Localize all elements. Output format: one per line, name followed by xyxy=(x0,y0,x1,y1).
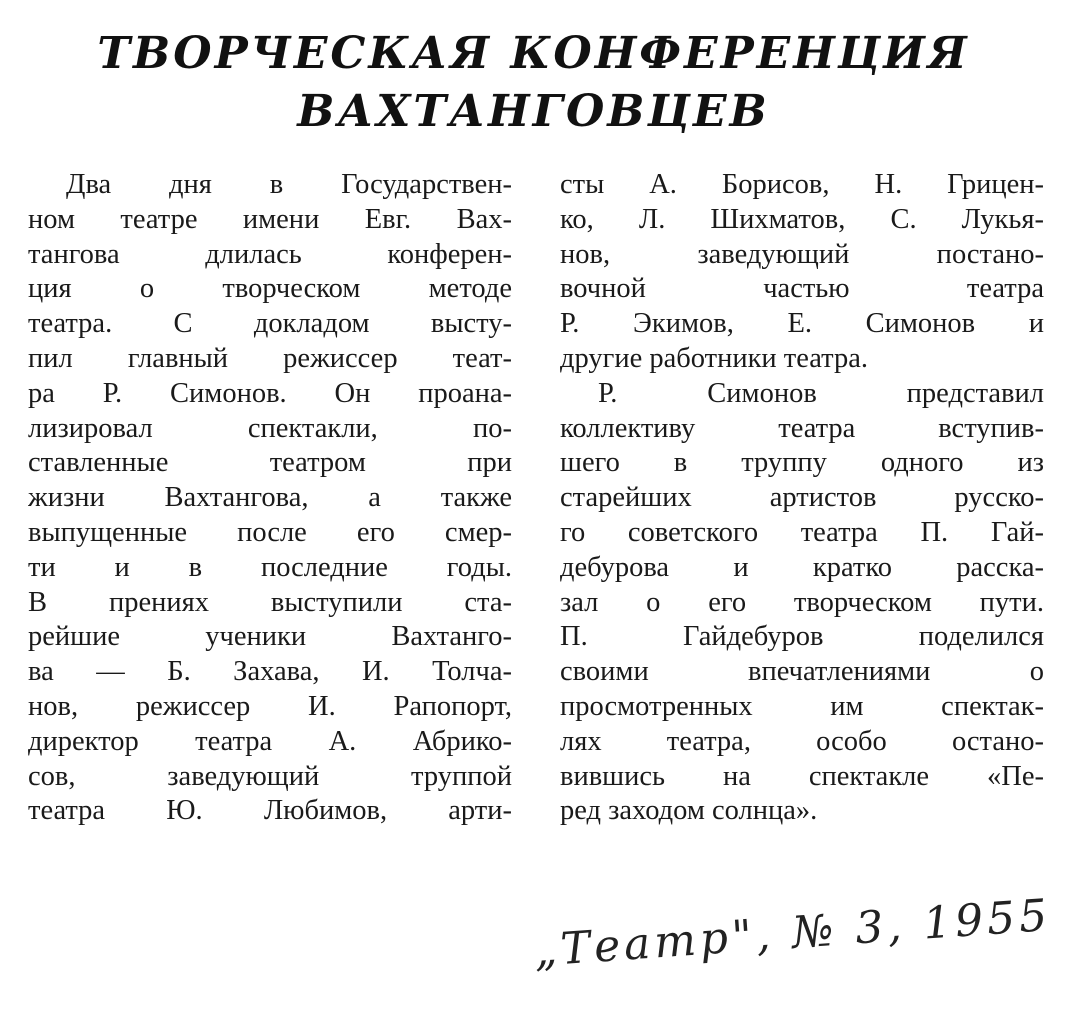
text-line: зал о его творческом пути. xyxy=(560,586,1044,618)
text-line: нов, режиссер И. Рапопорт, xyxy=(28,690,512,722)
text-line: нов, заведующий постано- xyxy=(560,238,1044,270)
text-line: театра Ю. Любимов, арти- xyxy=(28,795,512,827)
text-line: ко, Л. Шихматов, С. Лукья- xyxy=(560,203,1044,235)
text-line: Два дня в Государствен- xyxy=(66,169,512,200)
text-line: лизировал спектакли, по- xyxy=(28,412,512,444)
text-line: просмотренных им спектак- xyxy=(560,690,1044,722)
text-line: лях театра, особо остано- xyxy=(560,725,1044,757)
text-line: пил главный режиссер теат- xyxy=(28,342,512,374)
text-line: ра Р. Симонов. Он проана- xyxy=(28,377,512,409)
text-line: ставленные театром при xyxy=(28,447,512,479)
text-line: коллективу театра вступив- xyxy=(560,412,1044,444)
text-line: выпущенные после его смер- xyxy=(28,516,512,548)
text-line: дебурова и кратко расска- xyxy=(560,551,1044,583)
text-line: сов, заведующий труппой xyxy=(28,760,512,792)
text-line: го советского театра П. Гай- xyxy=(560,516,1044,548)
article-column-right xyxy=(560,168,1044,829)
text-line: Р. Симонов представил xyxy=(598,377,1044,409)
text-line: шего в труппу одного из xyxy=(560,447,1044,479)
text-line: сты А. Борисов, Н. Грицен- xyxy=(560,169,1044,200)
text-line: театра. С докладом высту- xyxy=(28,308,512,340)
text-line: своими впечатлениями о xyxy=(560,656,1044,688)
text-line: другие работники театра. xyxy=(560,342,868,374)
text-line: ция о творческом методе xyxy=(28,273,512,305)
text-line: вившись на спектакле «Пе- xyxy=(560,760,1044,792)
article-title-line-1: ТВОРЧЕСКАЯ КОНФЕРЕНЦИЯ xyxy=(97,28,970,79)
text-line: Р. Экимов, Е. Симонов и xyxy=(560,308,1044,340)
text-line: жизни Вахтангова, а также xyxy=(28,482,512,514)
handwritten-source-note: „Театр", № 3, 1955 xyxy=(532,889,1053,977)
text-line: В прениях выступили ста- xyxy=(28,586,512,618)
article-title-line-2: ВАХТАНГОВЦЕВ xyxy=(297,86,770,137)
text-line: П. Гайдебуров поделился xyxy=(560,621,1044,653)
text-line: ред заходом солнца». xyxy=(560,795,818,827)
text-line: рейшие ученики Вахтанго- xyxy=(28,621,512,653)
text-line: ва — Б. Захава, И. Толча- xyxy=(28,656,512,688)
text-line: ти и в последние годы. xyxy=(28,551,512,583)
text-line: ном театре имени Евг. Вах- xyxy=(28,203,512,235)
text-line: старейших артистов русско- xyxy=(560,482,1044,514)
text-line: директор театра А. Абрико- xyxy=(28,725,512,757)
text-line: тангова длилась конферен- xyxy=(28,238,512,270)
article-column-left xyxy=(28,168,512,829)
text-line: вочной частью театра xyxy=(560,273,1044,305)
